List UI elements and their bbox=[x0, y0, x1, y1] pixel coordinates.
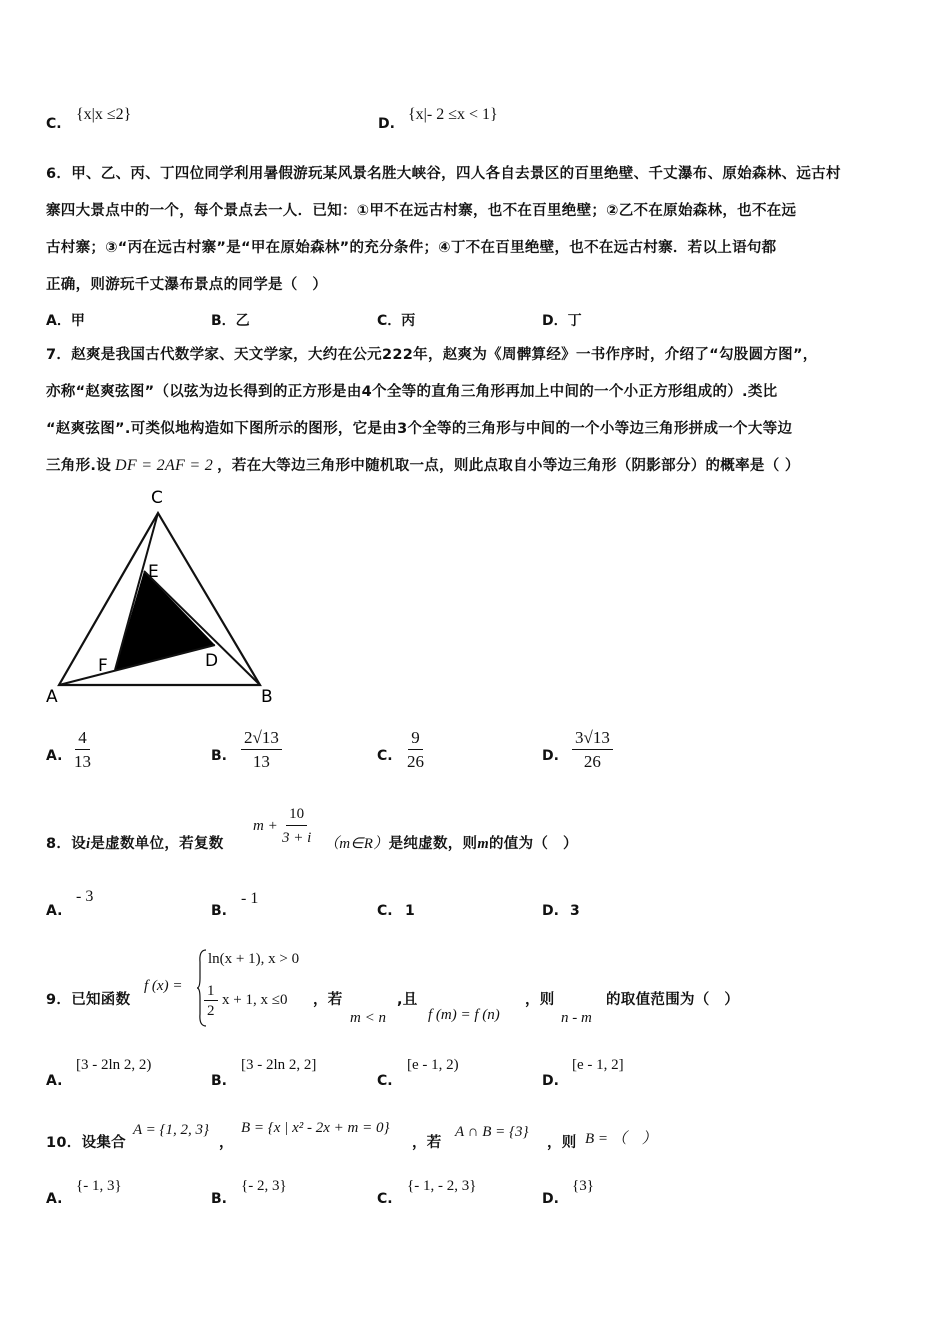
q7-text-line-4 bbox=[46, 454, 800, 475]
q8-frac-num: 10 bbox=[286, 803, 307, 826]
q8-i-symbol: i bbox=[86, 836, 91, 852]
q8-prefix: 8．设 bbox=[46, 836, 86, 852]
label-e: E bbox=[148, 562, 159, 582]
q8-fraction bbox=[282, 803, 311, 850]
q8-option-a-value: - 3 bbox=[76, 888, 94, 905]
q6-text-line-4: 正确，则游玩千丈瀑布景点的同学是（ ） bbox=[46, 277, 328, 293]
q10-prefix: 10．设集合 bbox=[46, 1135, 126, 1151]
q9-option-a-label: A. bbox=[46, 1073, 63, 1089]
q7-text-line-2: 亦称“赵爽弦图”（以弦为边长得到的正方形是由4个全等的直角三角形再加上中间的一个小正方形组成的）.类比 bbox=[46, 384, 778, 400]
q7-option-b-den: 13 bbox=[252, 752, 270, 771]
q9-f-of-x: f (x) = bbox=[144, 978, 183, 994]
q9-suffix: 的取值范围为（ ） bbox=[606, 992, 740, 1008]
q10-option-d-value: {3} bbox=[572, 1178, 594, 1194]
q8-suffix-2: 的值为（ ） bbox=[488, 836, 578, 852]
q10-set-b: B = {x | x² - 2x + m = 0} bbox=[241, 1120, 390, 1136]
q7-option-b-num: 2√13 bbox=[241, 727, 282, 750]
q9-option-a-value: [3 - 2ln 2, 2) bbox=[76, 1057, 152, 1073]
q10-option-b-label: B. bbox=[211, 1191, 227, 1207]
q10-ze: ，则 bbox=[547, 1135, 577, 1151]
q8-frac-den: 3 + i bbox=[282, 830, 312, 846]
q8-option-d-label: D. bbox=[542, 903, 559, 919]
q7-option-c-value bbox=[407, 727, 424, 774]
q7-option-a-value bbox=[74, 727, 91, 774]
q8-option-c-label: C. bbox=[377, 903, 393, 919]
q7-option-c-den: 26 bbox=[407, 752, 424, 771]
q7-option-a-label: A. bbox=[46, 748, 63, 764]
q7-option-c-num: 9 bbox=[408, 727, 423, 750]
q10-comma: ， bbox=[219, 1135, 234, 1151]
q9-condition-2: f (m) = f (n) bbox=[428, 1007, 500, 1023]
q7-option-d-den: 26 bbox=[583, 752, 601, 771]
q10-ruo: ，若 bbox=[412, 1135, 442, 1151]
q8-option-a-label: A. bbox=[46, 903, 63, 919]
q7-option-b-label: B. bbox=[211, 748, 227, 764]
q8-option-b-label: B. bbox=[211, 903, 227, 919]
q9-case-2-num: 1 bbox=[204, 982, 218, 1001]
q9-ruo: ，若 bbox=[313, 992, 343, 1008]
q7-option-a-num: 4 bbox=[75, 727, 90, 750]
q8-option-b-value: - 1 bbox=[241, 890, 259, 907]
q8-text-start bbox=[46, 832, 224, 853]
q9-case-1: ln(x + 1), x > 0 bbox=[208, 951, 300, 967]
q6-text-line-2: 寨四大景点中的一个，每个景点去一人．已知：①甲不在远古村寨，也不在百里绝壁；②乙不在原始森林，也不在远 bbox=[46, 203, 797, 219]
q7-text-line-3: “赵爽弦图”.可类似地构造如下图所示的图形，它是由3个全等的三角形与中间的一个小等边三角形拼成一个大等边 bbox=[46, 421, 793, 437]
q8-option-c-value: 1 bbox=[405, 903, 415, 919]
label-d: D bbox=[205, 651, 219, 671]
q5-option-c-value: {x|x ≤2} bbox=[76, 106, 132, 123]
q7-option-b-value bbox=[241, 727, 282, 774]
q7-option-d-value bbox=[572, 727, 613, 774]
q6-option-a: A．甲 bbox=[46, 313, 85, 329]
label-a: A bbox=[46, 687, 58, 707]
q6-option-b: B．乙 bbox=[211, 313, 250, 329]
q7-triangle-figure bbox=[40, 485, 290, 710]
q7-text-line-1: 7．赵爽是我国古代数学家、天文学家，大约在公元222年，赵爽为《周髀算经》一书作序时，介绍了“勾股圆方图”， bbox=[46, 347, 818, 363]
q10-question: B = （ ） bbox=[585, 1131, 657, 1147]
q6-text-line-1: 6．甲、乙、丙、丁四位同学利用暑假游玩某风景名胜大峡谷，四人各自去景区的百里绝壁、千丈瀑布、原始森林、远古村 bbox=[46, 166, 841, 182]
q9-option-d-label: D. bbox=[542, 1073, 559, 1089]
label-f: F bbox=[98, 656, 108, 676]
q9-ze: ，则 bbox=[525, 992, 555, 1008]
q9-prefix: 9．已知函数 bbox=[46, 992, 131, 1008]
q7-line4-start: 三角形.设 bbox=[46, 458, 112, 474]
q9-case-2-fraction bbox=[204, 982, 218, 1021]
q9-case-2-den: 2 bbox=[207, 1003, 215, 1019]
q6-option-c: C．丙 bbox=[377, 313, 416, 329]
q8-option-d-value: 3 bbox=[570, 903, 580, 919]
q8-text-end bbox=[324, 832, 578, 853]
q8-mid-text: 是虚数单位，若复数 bbox=[90, 836, 224, 852]
q7-option-d-label: D. bbox=[542, 748, 559, 764]
q8-suffix-1: 是纯虚数，则 bbox=[388, 836, 478, 852]
q10-option-a-value: {- 1, 3} bbox=[76, 1178, 122, 1194]
q9-option-d-value: [e - 1, 2] bbox=[572, 1057, 624, 1073]
q9-qie: ,且 bbox=[397, 992, 418, 1008]
q10-intersection: A ∩ B = {3} bbox=[455, 1124, 529, 1140]
q10-option-c-value: {- 1, - 2, 3} bbox=[407, 1178, 477, 1194]
q10-option-a-label: A. bbox=[46, 1191, 63, 1207]
q10-option-b-value: {- 2, 3} bbox=[241, 1178, 287, 1194]
q7-option-a-den: 13 bbox=[74, 752, 91, 771]
q9-condition-1: m < n bbox=[350, 1010, 386, 1026]
q9-option-b-label: B. bbox=[211, 1073, 227, 1089]
q6-text-line-3: 古村寨；③“丙在远古村寨”是“甲在原始森林”的充分条件；④丁不在百里绝壁，也不在远古村寨．若以上语句都 bbox=[46, 240, 777, 256]
label-c: C bbox=[151, 488, 163, 508]
q9-option-c-label: C. bbox=[377, 1073, 393, 1089]
q7-option-d-num: 3√13 bbox=[572, 727, 613, 750]
q9-case-2-rest: x + 1, x ≤0 bbox=[222, 992, 288, 1008]
q10-set-a: A = {1, 2, 3} bbox=[133, 1122, 210, 1138]
q9-condition-3: n - m bbox=[561, 1010, 592, 1026]
q10-option-c-label: C. bbox=[377, 1191, 393, 1207]
q8-m-symbol: m bbox=[477, 836, 489, 852]
q5-option-c-label: C. bbox=[46, 116, 62, 132]
q6-option-d: D．丁 bbox=[542, 313, 582, 329]
q7-option-c-label: C. bbox=[377, 748, 393, 764]
q9-option-b-value: [3 - 2ln 2, 2] bbox=[241, 1057, 317, 1073]
q7-condition-math: DF = 2AF = 2 bbox=[115, 457, 214, 474]
q10-option-d-label: D. bbox=[542, 1191, 559, 1207]
q5-option-d-value: {x|- 2 ≤x < 1} bbox=[408, 106, 498, 123]
q8-condition: （m∈R） bbox=[324, 836, 389, 852]
label-b: B bbox=[261, 687, 273, 707]
q9-option-c-value: [e - 1, 2) bbox=[407, 1057, 459, 1073]
q5-option-d-label: D. bbox=[378, 116, 395, 132]
q7-line4-end: ，若在大等边三角形中随机取一点，则此点取自小等边三角形（阴影部分）的概率是（ ） bbox=[217, 458, 800, 474]
q8-expr-m: m + bbox=[253, 818, 278, 834]
